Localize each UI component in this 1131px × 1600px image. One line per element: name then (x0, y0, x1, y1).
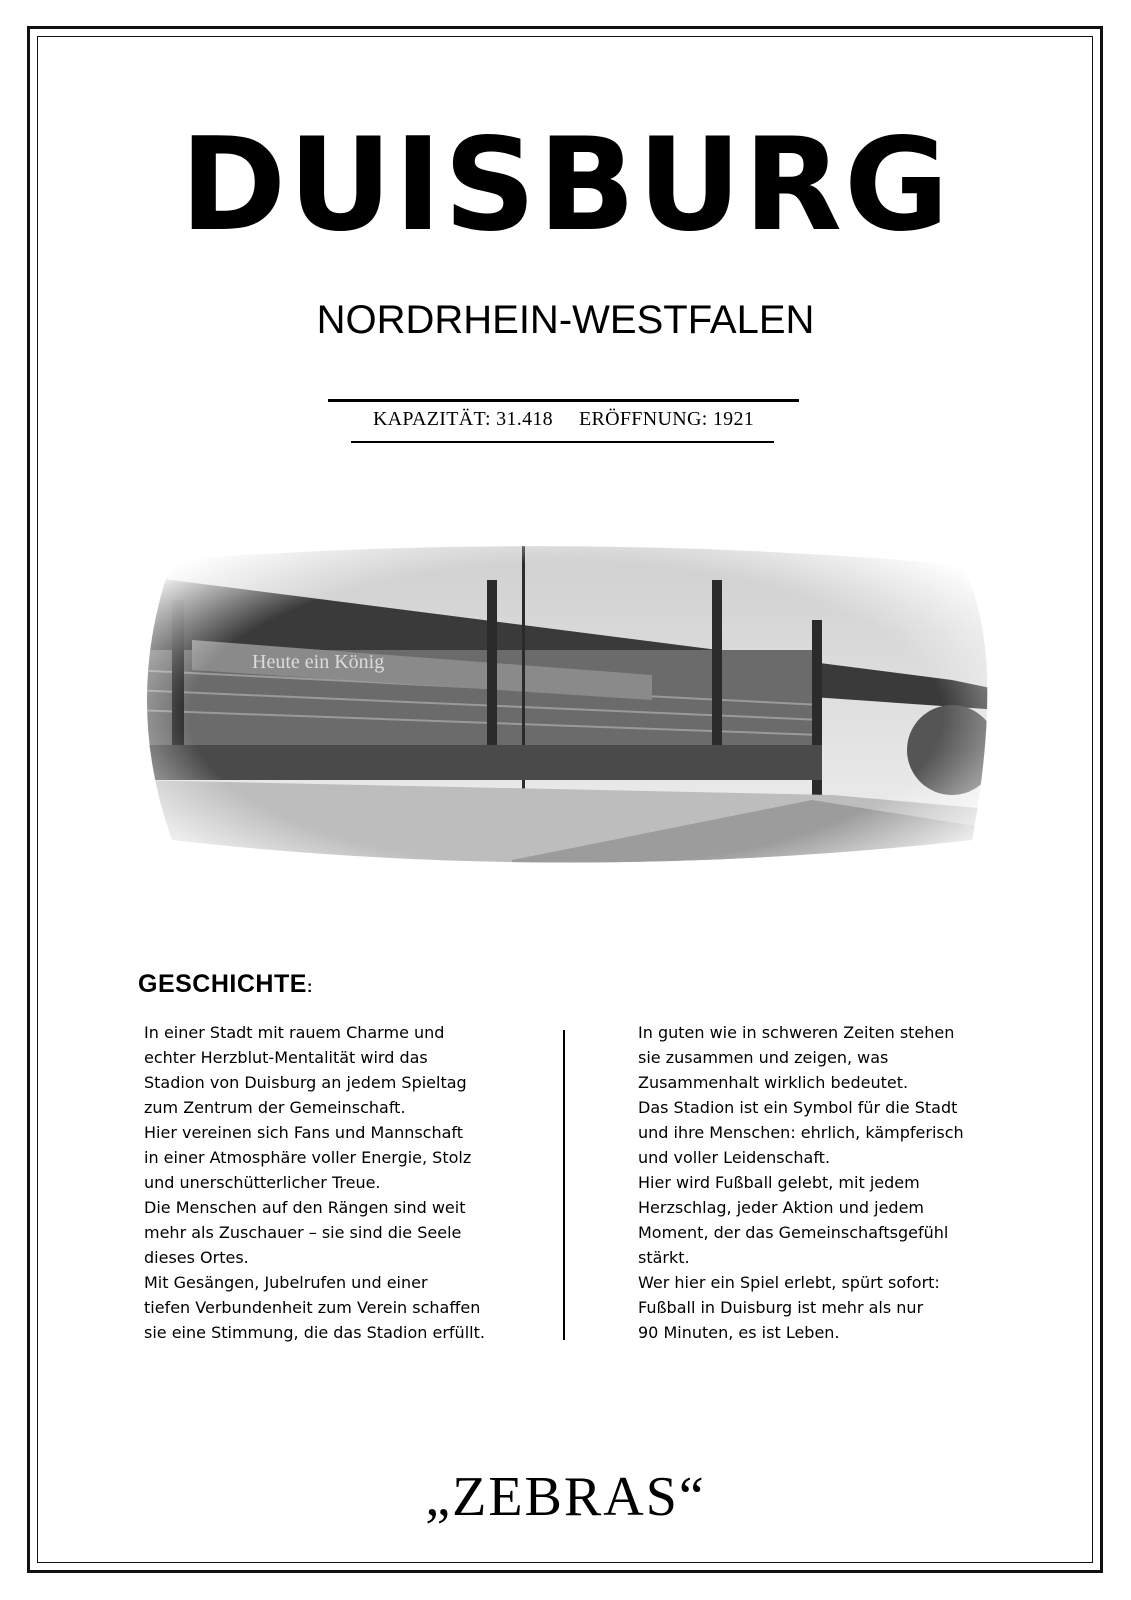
history-line: 90 Minuten, es ist Leben. (638, 1323, 840, 1342)
history-heading-colon: : (306, 977, 314, 996)
history-line: und ihre Menschen: ehrlich, kämpferisch (638, 1123, 964, 1142)
state-subtitle: NORDRHEIN-WESTFALEN (316, 298, 815, 342)
stadium-stats (328, 408, 799, 431)
column-divider (563, 1030, 565, 1340)
history-line: tiefen Verbundenheit zum Verein schaffen (144, 1298, 481, 1317)
history-line: In guten wie in schweren Zeiten stehen (638, 1023, 955, 1042)
history-line: Das Stadion ist ein Symbol für die Stadt (638, 1098, 958, 1117)
history-line: Herzschlag, jeder Aktion und jedem (638, 1198, 924, 1217)
history-heading-text: GESCHICHTE (138, 970, 307, 998)
stats-rule-bottom (351, 441, 774, 443)
history-line: sie eine Stimmung, die das Stadion erfüllt. (144, 1323, 485, 1342)
history-line: echter Herzblut-Mentalität wird das (144, 1048, 428, 1067)
stadium-photo (132, 540, 1000, 890)
history-line: sie zusammen und zeigen, was (638, 1048, 889, 1067)
stats-rule-top (328, 399, 799, 402)
history-line: Stadion von Duisburg an jedem Spieltag (144, 1073, 467, 1092)
history-line: zum Zentrum der Gemeinschaft. (144, 1098, 406, 1117)
history-line: Zusammenhalt wirklich bedeutet. (638, 1073, 909, 1092)
history-line: und unerschütterlicher Treue. (144, 1173, 381, 1192)
history-line: Fußball in Duisburg ist mehr als nur (638, 1298, 924, 1317)
history-line: mehr als Zuschauer – sie sind die Seele (144, 1223, 462, 1242)
history-line: in einer Atmosphäre voller Energie, Stolz (144, 1148, 472, 1167)
history-line: Hier vereinen sich Fans und Mannschaft (144, 1123, 464, 1142)
opening-text: ERÖFFNUNG: 1921 (578, 408, 755, 430)
capacity-text: KAPAZITÄT: 31.418 (372, 408, 553, 430)
history-column-left (144, 1020, 554, 1345)
history-heading (138, 970, 313, 999)
history-line: stärkt. (638, 1248, 690, 1267)
history-line: und voller Leidenschaft. (638, 1148, 831, 1167)
history-line: In einer Stadt mit rauem Charme und (144, 1023, 445, 1042)
history-line: Wer hier ein Spiel erlebt, spürt sofort: (638, 1273, 940, 1292)
history-line: Moment, der das Gemeinschaftsgefühl (638, 1223, 949, 1242)
history-line: Mit Gesängen, Jubelrufen und einer (144, 1273, 428, 1292)
history-line: Hier wird Fußball gelebt, mit jedem (638, 1173, 920, 1192)
history-column-right (638, 1020, 1018, 1345)
club-nickname: „ZEBRAS“ (425, 1466, 706, 1528)
history-line: Die Menschen auf den Rängen sind weit (144, 1198, 466, 1217)
history-line: dieses Ortes. (144, 1248, 249, 1267)
city-title: DUISBURG (179, 111, 952, 260)
